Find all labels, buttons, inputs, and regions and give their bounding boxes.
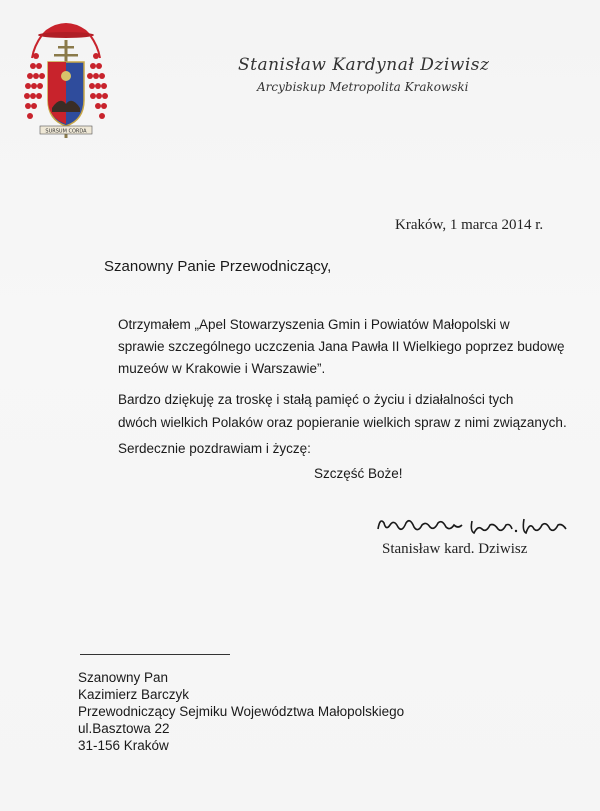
letterhead-title: Arcybiskup Metropolita Krakowski	[257, 80, 469, 94]
paragraph1-line1: Otrzymałem „Apel Stowarzyszenia Gmin i Powiatów Małopolski w	[118, 317, 510, 332]
letter-closing: Szczęść Boże!	[314, 466, 403, 481]
letterhead-name: Stanisław Kardynał Dziwisz	[238, 55, 490, 75]
address-line4: ul.Basztowa 22	[78, 721, 170, 736]
paragraph2-line2: dwóch wielkich Polaków oraz popieranie wielkich spraw z nimi związanych.	[118, 415, 567, 430]
paragraph1-line2: sprawie szczególnego uczczenia Jana Pawła II Wielkiego poprzez budowę	[118, 339, 565, 354]
paragraph1-line3: muzeów w Krakowie i Warszawie”.	[118, 361, 326, 376]
address-line5: 31-156 Kraków	[78, 738, 169, 753]
address-divider	[80, 654, 230, 655]
address-line1: Szanowny Pan	[78, 670, 169, 685]
paragraph2-line1: Bardzo dziękuję za troskę i stałą pamięć o życiu i działalności tych	[118, 392, 514, 407]
address-line3: Przewodniczący Sejmiku Województwa Małopolskiego	[78, 704, 405, 719]
handwritten-signature	[374, 513, 574, 537]
coat-of-arms-icon	[24, 16, 108, 142]
letter-date: Kraków, 1 marca 2014 r.	[395, 217, 544, 233]
address-line2: Kazimierz Barczyk	[78, 687, 190, 702]
paragraph3: Serdecznie pozdrawiam i życzę:	[118, 441, 311, 456]
signature-name: Stanisław kard. Dziwisz	[382, 541, 528, 557]
crest-motto: SURSUM CORDA	[45, 128, 87, 135]
letter-salutation: Szanowny Panie Przewodniczący,	[104, 258, 332, 275]
